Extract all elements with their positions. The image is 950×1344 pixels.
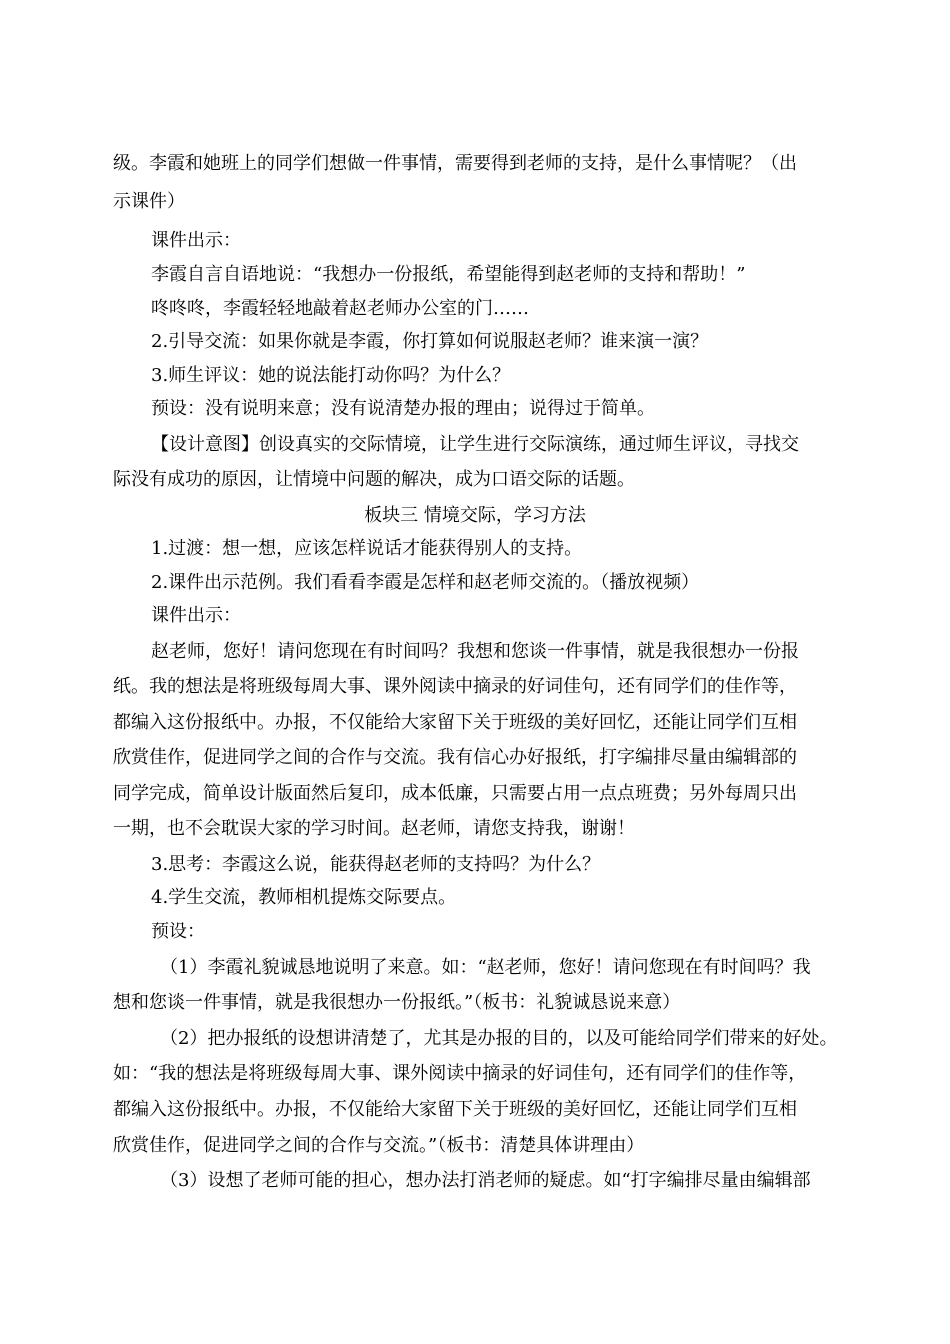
paragraph-line: （1）李霞礼貌诚恳地说明了来意。如：“赵老师，您好！请问您现在有时间吗？我 <box>160 957 811 978</box>
section-heading: 板块三 情境交际，学习方法 <box>364 505 586 526</box>
paragraph-line: 欣赏佳作，促进同学之间的合作与交流。”（板书：清楚具体讲理由） <box>113 1135 645 1156</box>
paragraph-line: 2.引导交流：如果你就是李霞，你打算如何说服赵老师？谁来演一演？ <box>151 331 709 352</box>
paragraph-line: 级。李霞和她班上的同学们想做一件事情，需要得到老师的支持，是什么事情呢？（出 <box>113 153 797 174</box>
paragraph-line: 纸。我的想法是将班级每周大事、课外阅读中摘录的好词佳句，还有同学们的佳作等， <box>113 676 797 697</box>
paragraph-line: 示课件） <box>113 191 185 212</box>
paragraph-line: 预设： <box>151 921 205 942</box>
paragraph-line: 赵老师，您好！请问您现在有时间吗？我想和您谈一件事情，就是我很想办一份报 <box>151 641 799 662</box>
paragraph-line: 如：“我的想法是将班级每周大事、课外阅读中摘录的好词佳句，还有同学们的佳作等， <box>113 1063 807 1084</box>
paragraph-line: 2.课件出示范例。我们看看李霞是怎样和赵老师交流的。（播放视频） <box>151 572 700 593</box>
paragraph-line: 同学完成，简单设计版面然后复印，成本低廉，只需要占用一点点班费；另外每周只出 <box>113 783 797 804</box>
paragraph-line: 际没有成功的原因，让情境中问题的解决，成为口语交际的话题。 <box>113 469 635 490</box>
paragraph-line: 欣赏佳作，促进同学之间的合作与交流。我有信心办好报纸，打字编排尽量由编辑部的 <box>113 747 797 768</box>
paragraph-line: 咚咚咚，李霞轻轻地敲着赵老师办公室的门…… <box>151 298 529 319</box>
paragraph-line: 一期，也不会耽误大家的学习时间。赵老师，请您支持我，谢谢！ <box>113 818 635 839</box>
paragraph-line: （2）把办报纸的设想讲清楚了，尤其是办报的目的，以及可能给同学们带来的好处。 <box>160 1028 838 1049</box>
paragraph-line: 3.师生评议：她的说法能打动你吗？为什么？ <box>151 365 511 386</box>
paragraph-line: 都编入这份报纸中。办报，不仅能给大家留下关于班级的美好回忆，还能让同学们互相 <box>113 1099 797 1120</box>
paragraph-line: 【设计意图】创设真实的交际情境，让学生进行交际演练，通过师生评议，寻找交 <box>151 434 799 455</box>
paragraph-line: 课件出示： <box>151 230 241 251</box>
paragraph-line: 课件出示： <box>151 605 241 626</box>
paragraph-line: 李霞自言自语地说：“我想办一份报纸，希望能得到赵老师的支持和帮助！” <box>151 264 746 285</box>
paragraph-line: 预设：没有说明来意；没有说清楚办报的理由；说得过于简单。 <box>151 398 655 419</box>
paragraph-line: 1.过渡：想一想，应该怎样说话才能获得别人的支持。 <box>151 538 583 559</box>
paragraph-line: 4.学生交流，教师相机提炼交际要点。 <box>151 887 457 908</box>
paragraph-line: 都编入这份报纸中。办报，不仅能给大家留下关于班级的美好回忆，还能让同学们互相 <box>113 712 797 733</box>
paragraph-line: 3.思考：李霞这么说，能获得赵老师的支持吗？为什么？ <box>151 854 601 875</box>
paragraph-line: 想和您谈一件事情，就是我很想办一份报纸。”（板书：礼貌诚恳说来意） <box>113 992 681 1013</box>
paragraph-line: （3）设想了老师可能的担心，想办法打消老师的疑虑。如“打字编排尽量由编辑部 <box>160 1170 811 1191</box>
